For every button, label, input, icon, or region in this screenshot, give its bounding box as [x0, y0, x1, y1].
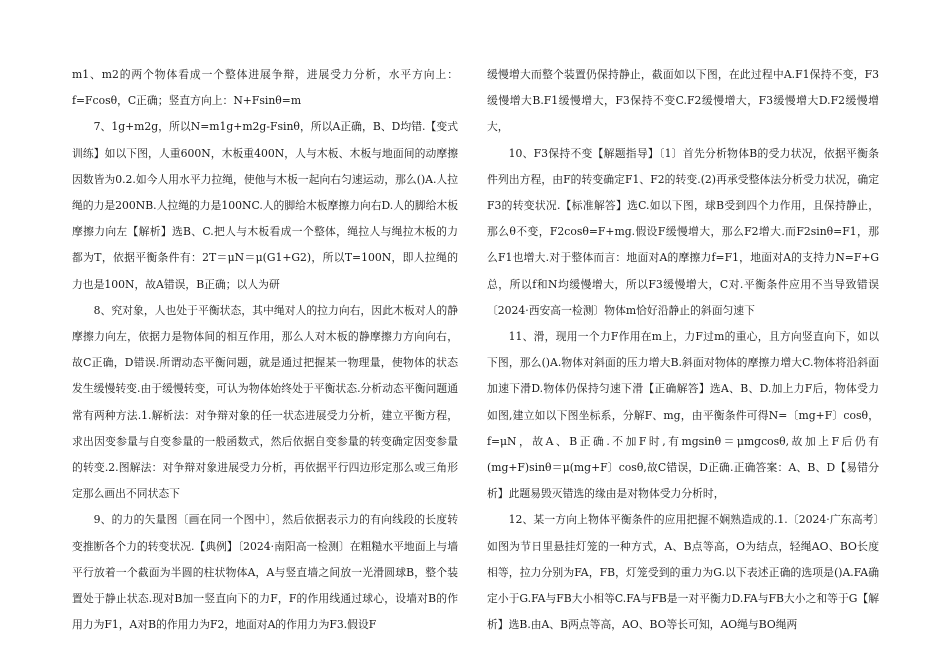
right-paragraph-1: 缓慢增大而整个装置仍保持静止，截面如以下图，在此过程中A.F1保持不变，F3缓慢增大B.F1缓慢增大，F3保持不变C.F2缓慢增大，F3缓慢增大D.F2缓慢增大，	[487, 68, 879, 134]
right-paragraph-3: 11、滑，现用一个力F作用在m上，力F过m的重心，且方向竖直向下，如以下图，那么()A.物体对斜面的压力增大B.斜面对物体的摩擦力增大C.物体将沿斜面加速下滑D.物体仍保持匀速下滑【正确解答】选A、B、D.加上力F后，物体受力如图,建立如以下图坐标系，分解F、mg，由平衡条件可得N=〔mg+F〕cosθ，f=μN，故A、B正确.不加F时,有mgsinθ＝μmgcosθ,故加上F后仍有(mg+F)sinθ＝μ(mg+F〕cosθ,故C错误，D正确.正确答案：A、B、D【易错分析】此题易毁灭错选的缘由是对物体受力分析时，	[487, 330, 879, 501]
left-paragraph-4: 9、的力的矢量图〔画在同一个图中〕，然后依据表示力的有向线段的长度转变推断各个力的转变状况.【典例】〔2024·南阳高一检测〕在粗糙水平地面上与墙平行放着一个截面为半圆的柱状物体A，A与竖直墙之间放一光滑圆球B，整个装置处于静止状态.现对B加一竖直向下的力F，F的作用线通过球心，设墙对B的作用力为F1，A对B的作用力为F2，地面对A的作用力为F3.假设F	[72, 513, 458, 632]
left-paragraph-2: 7、1g+m2g，所以N=m1g+m2g-Fsinθ，所以A正确，B、D均错.【变式训练】如以下图，人重600N，木板重400N，人与木板、木板与地面间的动摩擦因数皆为0.2.如今人用水平力拉绳，使他与木板一起向右匀速运动，那么()A.人拉绳的力是200NB.人拉绳的力是100NC.人的脚给木板摩擦力向右D.人的脚给木板摩擦力向左【解析】选B、C.把人与木板看成一个整体，绳拉人与绳拉木板的力都为T，依据平衡条件有：2T＝μN＝μ(G1+G2)，所以T=100N，即人拉绳的力也是100N，故A错误，B正确；以人为研	[72, 120, 459, 291]
right-paragraph-4: 12、某一方向上物体平衡条件的应用把握不娴熟造成的.1.〔2024·广东高考〕如图为节日里悬挂灯笼的一种方式，A、B点等高，O为结点，轻绳AO、BO长度相等，拉力分别为FA，FB，灯笼受到的重力为G.以下表述正确的选项是()A.FA确定小于G.FA与FB大小相等C.FA与FB是一对平衡力D.FA与FB大小之和等于G【解析】选B.由A、B两点等高，AO、BO等长可知，AO绳与BO绳两	[487, 513, 879, 632]
right-column	[487, 62, 879, 638]
left-column	[72, 62, 458, 638]
right-paragraph-2: 10、F3保持不变【解题指导】〔1〕首先分析物体B的受力状况，依据平衡条件列出方程，由F的转变确定F1、F2的转变.(2)再承受整体法分析受力状况，确定F3的转变状况.【标准解答】选C.如以下图，球B受到四个力作用，且保持静止，那么θ不变，F2cosθ=F+mg.假设F缓慢增大，那么F2增大.而F2sinθ=F1，那么F1也增大.对于整体而言：地面对A的摩擦力f=F1，地面对A的支持力N=F+G总，所以f和N均缓慢增大，所以F3缓慢增大，C对.平衡条件应用不当导致错误〔2024·西安高一检测〕物体m恰好沿静止的斜面匀速下	[487, 146, 879, 317]
left-paragraph-1: m1、m2的两个物体看成一个整体进展争辩，进展受力分析，水平方向上：f=Fcosθ，C正确；竖直方向上：N+Fsinθ=m	[72, 68, 458, 108]
left-paragraph-3: 8、究对象，人也处于平衡状态，其中绳对人的拉力向右，因此木板对人的静摩擦力向左，依据力是物体间的相互作用，那么人对木板的静摩擦力方向向右，故C正确，D错误.所谓动态平衡问题，就是通过把握某一物理量，使物体的状态发生缓慢转变.由于缓慢转变，可认为物体始终处于平衡状态.分析动态平衡问题通常有两种方法.1.解析法：对争辩对象的任一状态进展受力分析，建立平衡方程，求出因变参量与自变参量的一般函数式，然后依据自变参量的转变确定因变参量的转变.2.图解法：对争辩对象进展受力分析，再依据平行四边形定那么或三角形定那么画出不同状态下	[72, 303, 458, 501]
